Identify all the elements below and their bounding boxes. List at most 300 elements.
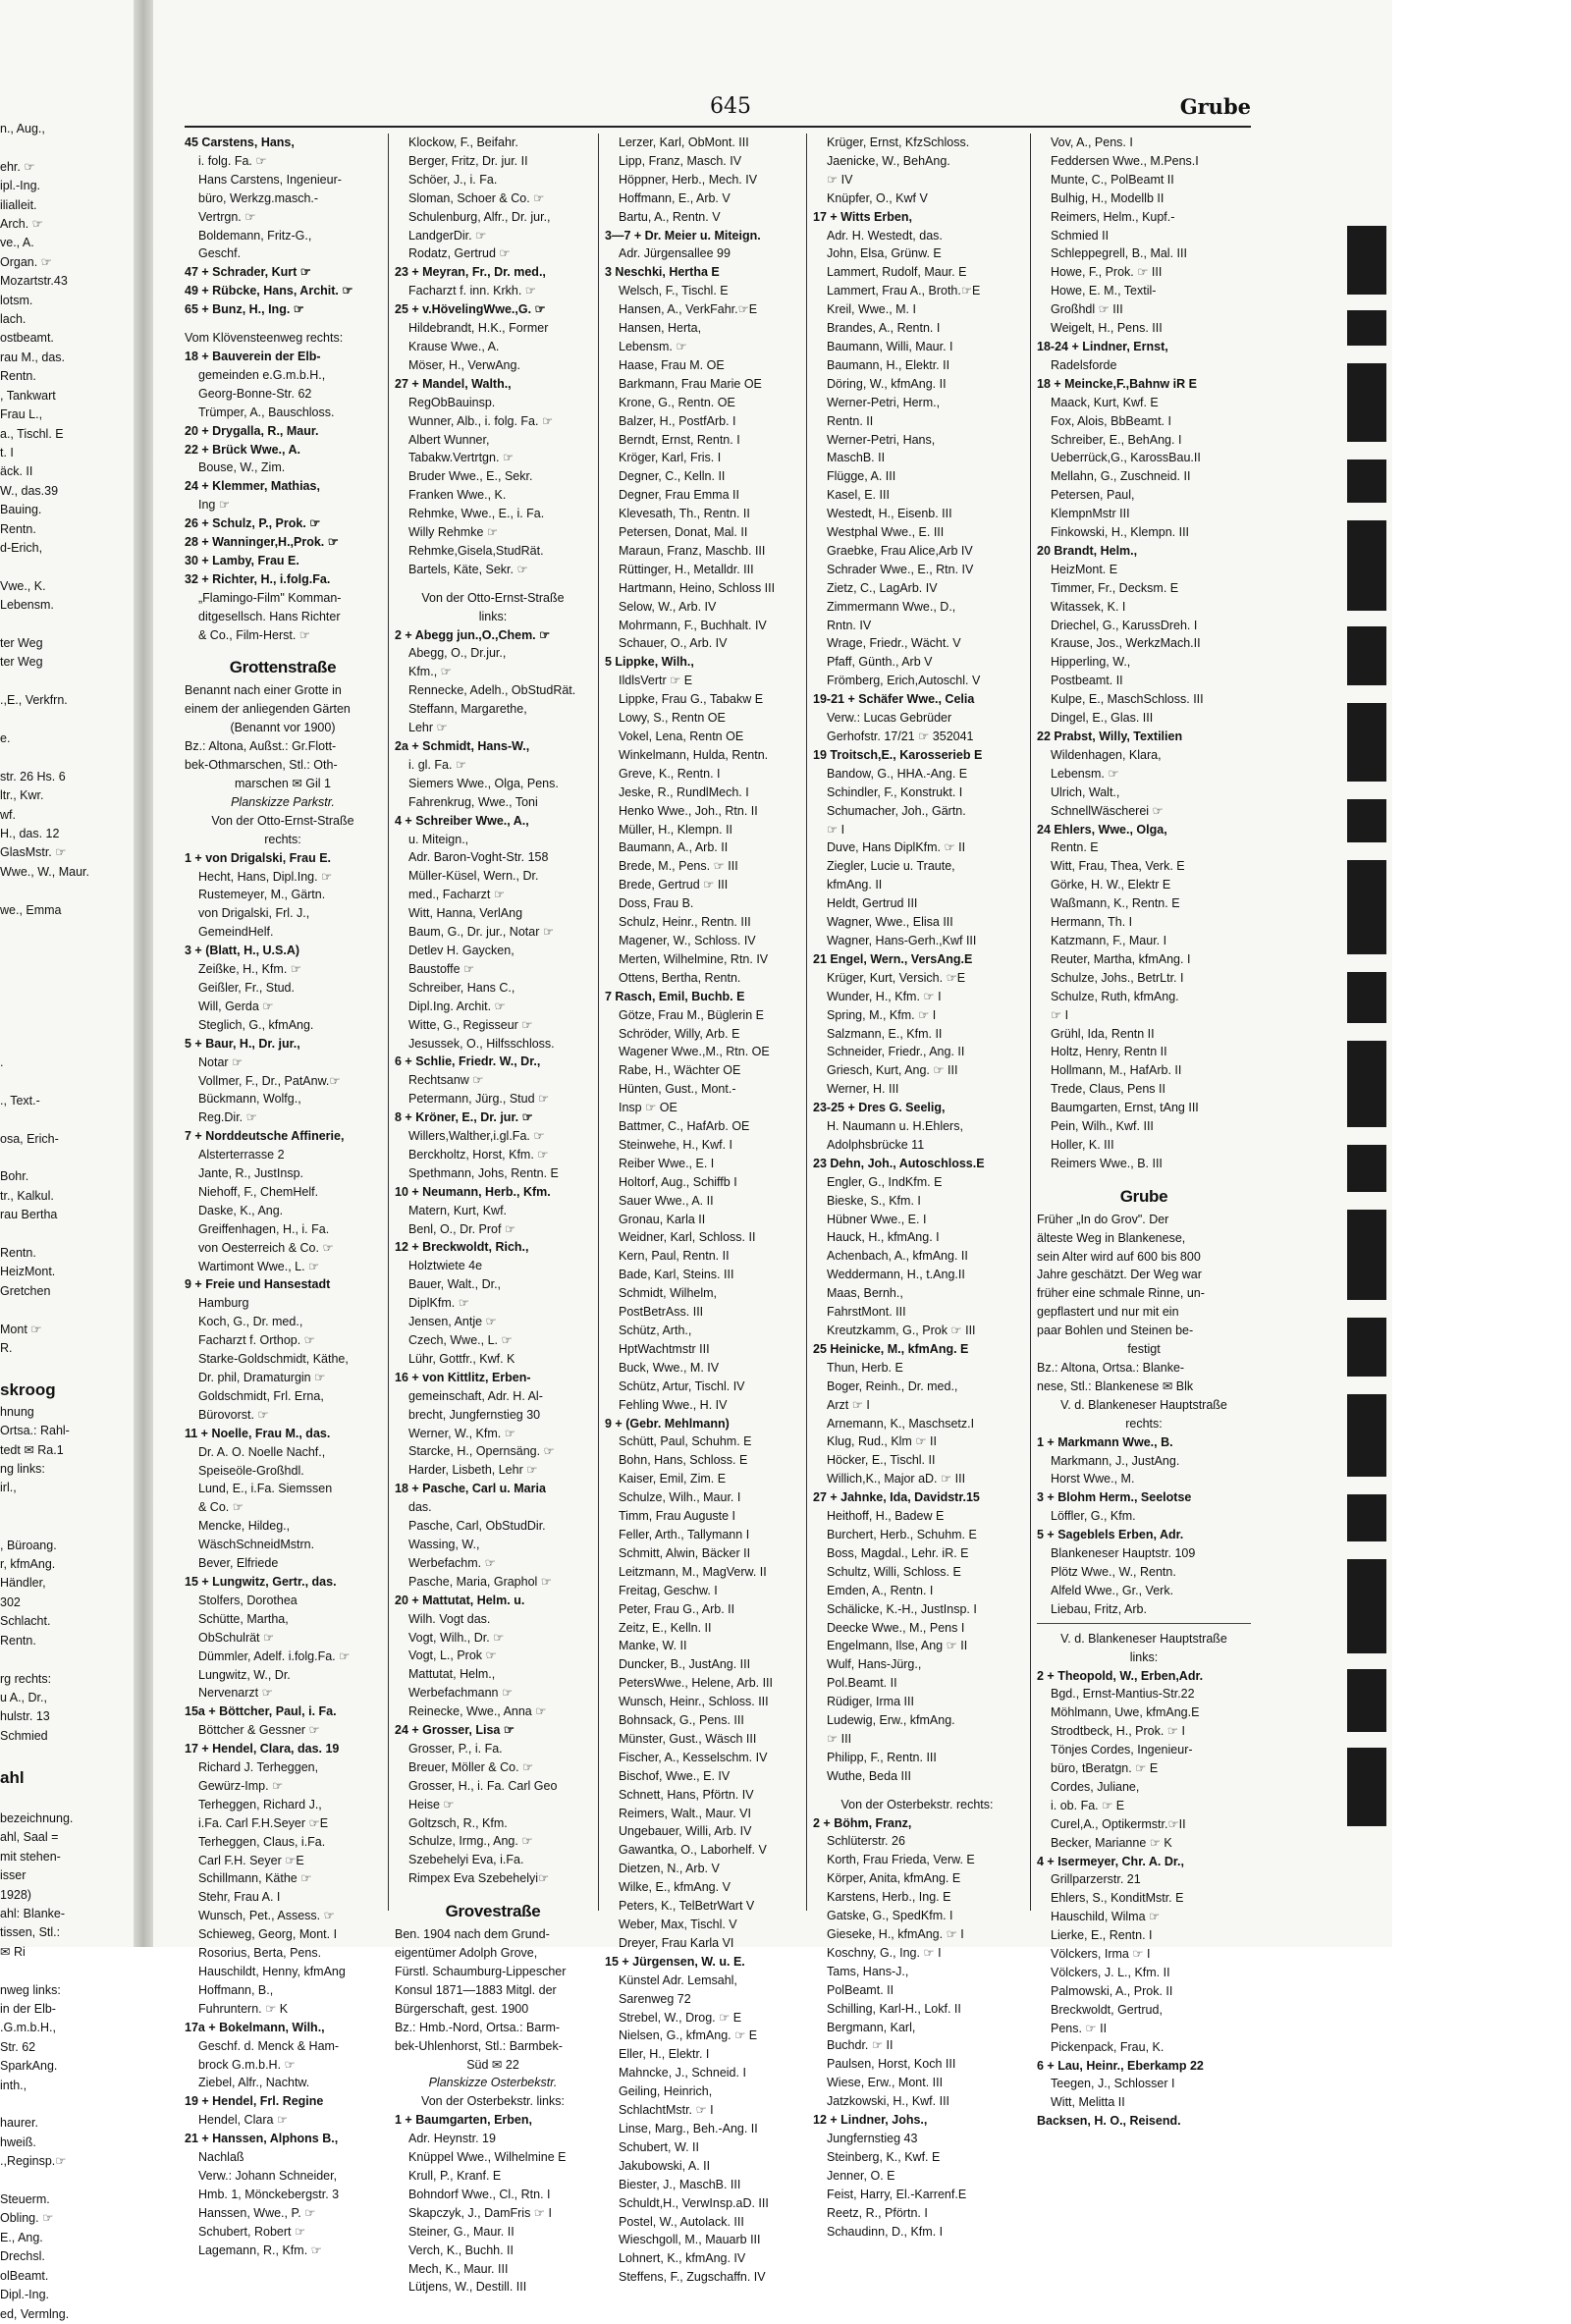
directory-entry: Stolfers, Dorothea [198, 1593, 298, 1607]
section-rule [1037, 1623, 1251, 1630]
directory-entry: Wilh. Vogt das. [408, 1611, 491, 1626]
left-fragment-line: ilialleit. [0, 197, 37, 212]
directory-entry: Wassing, W., [408, 1537, 480, 1551]
directory-entry: Holler, K. III [1051, 1137, 1114, 1152]
directory-entry: Lipp, Franz, Masch. IV [619, 153, 742, 168]
directory-entry: Knüpfer, O., Kwf V [827, 190, 928, 205]
directory-entry: Verw.: Lucas Gebrüder [827, 711, 952, 726]
left-fragment-line: .G.m.b.H., [0, 2021, 56, 2035]
directory-entry: Linse, Marg., Beh.-Ang. II [619, 2121, 758, 2135]
directory-entry: Merten, Wilhelmine, Rtn. IV [619, 951, 769, 966]
directory-entry: Schreiber, Hans C., [408, 980, 515, 995]
directory-entry: Benannt nach einer Grotte in [185, 683, 342, 698]
directory-entry: 24 Ehlers, Wwe., Olga, [1037, 822, 1167, 837]
section-note: Süd ✉ 22 [466, 2057, 519, 2072]
directory-entry: Steglich, G., kfmAng. [198, 1017, 314, 1032]
directory-entry: Bürgerschaft, gest. 1900 [395, 2001, 529, 2016]
left-fragment-line: Frau L., [0, 407, 43, 422]
directory-entry: Schleppegrell, B., Mal. III [1051, 246, 1187, 261]
directory-entry: Götze, Frau M., Büglerin E [619, 1007, 764, 1022]
directory-entry: älteste Weg in Blankenese, [1037, 1230, 1186, 1245]
directory-entry: Facharzt f. inn. Krkh. ☞ [408, 284, 536, 298]
directory-entry: früher eine schmale Rinne, un- [1037, 1286, 1205, 1301]
left-fragment-line: hweiß. [0, 2135, 36, 2149]
directory-entry: Hans Carstens, Ingenieur- [198, 172, 342, 187]
directory-entry: Dr. phil, Dramaturgin ☞ [198, 1371, 326, 1384]
directory-entry: Hartmann, Heino, Schloss III [619, 580, 776, 595]
left-fragment-line: haurer. [0, 2116, 38, 2131]
directory-entry: Münster, Gust., Wäsch III [619, 1731, 757, 1746]
directory-entry: Schuldt,H., VerwInsp.aD. III [619, 2195, 769, 2210]
left-fragment-line: ehr. ☞ [0, 159, 35, 174]
directory-entry: Reinecke, Wwe., Anna ☞ [408, 1704, 547, 1719]
directory-entry: Griesch, Kurt, Ang. ☞ III [827, 1063, 958, 1078]
directory-entry: Reiber Wwe., E. I [619, 1156, 715, 1170]
spacer [395, 1888, 591, 1898]
directory-entry: Markmann, J., JustAng. [1051, 1453, 1180, 1468]
directory-entry: Breckwoldt, Gertrud, [1051, 2002, 1163, 2017]
directory-entry: Petermann, Jürg., Stud ☞ [408, 1092, 550, 1107]
directory-entry: Rüdiger, Irma III [827, 1695, 914, 1709]
directory-entry: Ing ☞ [198, 498, 231, 513]
directory-entry: Winkelmann, Hulda, Rentn. [619, 747, 769, 762]
directory-entry: 9 + Freie und Hansestadt [185, 1277, 331, 1292]
directory-entry: Vogt, L., Prok ☞ [408, 1648, 497, 1663]
edge-tab-mark [1347, 520, 1386, 611]
directory-entry: PostBetrAss. III [619, 1305, 704, 1320]
directory-entry: Blankeneser Hauptstr. 109 [1051, 1546, 1196, 1561]
directory-entry: Schubert, W. II [619, 2139, 699, 2154]
directory-entry: i. gl. Fa. ☞ [408, 757, 467, 772]
directory-entry: Lühr, Gottfr., Kwf. K [408, 1351, 515, 1366]
directory-entry: Möser, H., VerwAng. [408, 357, 520, 372]
directory-entry: Burchert, Herb., Schuhm. E [827, 1527, 977, 1541]
left-fragment-line: ahl, Saal = [0, 1830, 59, 1845]
directory-entry: Weber, Max, Tischl. V [619, 1918, 737, 1931]
directory-entry: IldlsVertr ☞ E [619, 674, 693, 688]
directory-entry: Hermann, Th. I [1051, 915, 1133, 930]
left-fragment-line [0, 958, 130, 977]
directory-entry: Berckholtz, Horst, Kfm. ☞ [408, 1147, 549, 1162]
directory-entry: Postel, W., Autolack. III [619, 2214, 744, 2229]
directory-entry: Maack, Kurt, Kwf. E [1051, 395, 1159, 409]
directory-entry: Terheggen, Claus, i.Fa. [198, 1834, 326, 1849]
directory-entry: Schieweg, Georg, Mont. I [198, 1927, 338, 1942]
directory-entry: Franken Wwe., K. [408, 488, 507, 503]
directory-entry: Willy Rehmke ☞ [408, 525, 499, 540]
left-fragment-line: u A., Dr., [0, 1690, 47, 1704]
directory-entry: Lebensm. ☞ [619, 339, 687, 353]
directory-entry: Schulz, Heinr., Rentn. III [619, 915, 751, 930]
directory-entry: Jenner, O. E [827, 2168, 895, 2183]
section-note: Planskizze Osterbekstr. [428, 2076, 558, 2090]
directory-entry: Curel,A., Optikermstr.☞II [1051, 1816, 1186, 1831]
section-note: rechts: [264, 832, 301, 846]
edge-tab-mark [1347, 799, 1386, 842]
directory-entry: 8 + Kröner, E., Dr. jur. ☞ [395, 1110, 533, 1125]
directory-entry: 21 Engel, Wern., VersAng.E [813, 951, 973, 966]
left-fragment-line: wf. [0, 807, 16, 822]
directory-entry: Werner-Petri, Hans, [827, 432, 936, 447]
directory-entry: Arzt ☞ I [827, 1397, 870, 1412]
left-fragment-line: a., Tischl. E [0, 426, 64, 441]
directory-entry: Tönjes Cordes, Ingenieur- [1051, 1743, 1193, 1757]
edge-tab-mark [1347, 1041, 1386, 1127]
directory-entry: 45 Carstens, Hans, [185, 135, 295, 149]
directory-entry: WäschSchneidMstrn. [198, 1538, 315, 1552]
directory-entry: Karstens, Herb., Ing. E [827, 1890, 951, 1905]
directory-entry: Fürstl. Schaumburg-Lippescher [395, 1965, 567, 1978]
left-fragment-heading: skroog [0, 1379, 56, 1399]
directory-entry: med., Facharzt ☞ [408, 888, 506, 902]
directory-entry: Bartu, A., Rentn. V [619, 209, 721, 224]
left-fragment-line: Rentn. [0, 1245, 36, 1260]
directory-entry: Degner, C., Kelln. II [619, 469, 726, 484]
directory-entry: Willich,K., Major aD. ☞ III [827, 1472, 966, 1486]
directory-entry: Bieske, S., Kfm. I [827, 1193, 921, 1208]
directory-entry: Bouse, W., Zim. [198, 460, 286, 475]
directory-entry: Rechtsanw ☞ [408, 1073, 484, 1088]
directory-entry: Schmidt, Wilhelm, [619, 1286, 718, 1301]
column-5 [1037, 134, 1251, 2129]
directory-entry: Adr. Heynstr. 19 [408, 2132, 496, 2146]
directory-entry: Stehr, Frau A. I [198, 1890, 281, 1905]
directory-entry: 23 Dehn, Joh., Autoschloss.E [813, 1156, 985, 1170]
directory-entry: Facharzt f. Orthop. ☞ [198, 1333, 315, 1348]
directory-entry: Ueberrück,G., KarossBau.II [1051, 451, 1201, 465]
left-fragment-line [0, 2095, 130, 2114]
section-note: V. d. Blankeneser Hauptstraße [1060, 1631, 1227, 1646]
directory-entry: „Flamingo-Film" Komman- [198, 590, 342, 605]
left-fragment-line: rau M., das. [0, 350, 65, 364]
directory-entry: Baum, G., Dr. jur., Notar ☞ [408, 925, 555, 940]
spacer [813, 1786, 1021, 1796]
directory-entry: HptWachtmstr III [619, 1341, 710, 1356]
directory-entry: Tabakw.Vertrtgn. ☞ [408, 451, 515, 465]
directory-entry: KlempnMstr III [1051, 507, 1130, 521]
directory-entry: Terheggen, Richard J., [198, 1797, 322, 1811]
directory-entry: Brede, Gertrud ☞ III [619, 878, 729, 892]
left-fragment-line: lach. [0, 312, 27, 327]
left-fragment-line [0, 1015, 130, 1034]
left-fragment-line: Organ. ☞ [0, 254, 52, 269]
directory-entry: Horst Wwe., M. [1051, 1472, 1135, 1486]
directory-entry: Feddersen Wwe., M.Pens.I [1051, 153, 1199, 168]
directory-entry: Bz.: Altona, Außst.: Gr.Flott- [185, 739, 337, 754]
directory-entry: Palmowski, A., Prok. II [1051, 1983, 1173, 1998]
directory-entry: Baustoffe ☞ [408, 961, 475, 976]
directory-entry: Manke, W. II [619, 1639, 687, 1653]
directory-entry: Künstel Adr. Lemsahl, [619, 1973, 737, 1987]
left-fragment-line: W., das.39 [0, 483, 59, 498]
directory-entry: Kaiser, Emil, Zim. E [619, 1472, 727, 1486]
directory-entry: Zeitz, E., Kelln. II [619, 1620, 712, 1635]
directory-entry: Zimmermann Wwe., D., [827, 599, 956, 614]
directory-entry: 17a + Bokelmann, Wilh., [185, 2020, 325, 2034]
directory-entry: Westedt, H., Eisenb. III [827, 507, 952, 521]
directory-entry: Adr. Baron-Voght-Str. 158 [408, 850, 549, 865]
section-note: V. d. Blankeneser Hauptstraße [1060, 1397, 1227, 1412]
directory-entry: sein Alter wird auf 600 bis 800 [1037, 1249, 1201, 1264]
directory-entry: 18 + Pasche, Carl u. Maria [395, 1482, 546, 1496]
directory-entry: Doss, Frau B. [619, 896, 694, 911]
directory-entry: Jatzkowski, H., Kwf. III [827, 2094, 950, 2109]
directory-entry: Witte, G., Regisseur ☞ [408, 1017, 533, 1032]
left-fragment-line: tedt ✉ Ra.1 [0, 1442, 64, 1457]
left-fragment-line: äck. II [0, 464, 33, 479]
thumb-index-edge [1347, 226, 1386, 1836]
directory-entry: Steinwehe, H., Kwf. I [619, 1137, 733, 1152]
directory-entry: von Drigalski, Frl. J., [198, 906, 310, 921]
left-fragment-line: Vwe., K. [0, 578, 46, 593]
directory-entry: 2 + Theopold, W., Erben,Adr. [1037, 1668, 1204, 1683]
directory-entry: Radelsforde [1051, 357, 1117, 372]
left-fragment-line: Steuerm. [0, 2192, 50, 2207]
directory-entry: 30 + Lamby, Frau E. [185, 553, 299, 567]
directory-entry: 10 + Neumann, Herb., Kfm. [395, 1184, 551, 1199]
directory-entry: Höcker, E., Tischl. II [827, 1453, 936, 1468]
edge-tab-mark [1347, 1145, 1386, 1192]
directory-entry: Abegg, O., Dr.jur., [408, 646, 507, 661]
directory-entry: Magener, W., Schloss. IV [619, 933, 756, 947]
left-fragment-line: Händler, [0, 1576, 46, 1591]
left-fragment-line: ., Text.- [0, 1093, 40, 1108]
directory-entry: Krause, Jos., WerkzMach.II [1051, 636, 1201, 651]
directory-entry: Wagner, Wwe., Elisa III [827, 915, 953, 930]
left-fragment-line: ter Weg [0, 635, 43, 650]
directory-entry: Körper, Anita, kfmAng. E [827, 1871, 961, 1886]
directory-entry: Westphal Wwe., E. III [827, 525, 945, 540]
directory-entry: 9 + (Gebr. Mehlmann) [605, 1416, 730, 1431]
directory-entry: Bergmann, Karl, [827, 2020, 916, 2034]
directory-entry: Deecke Wwe., M., Pens I [827, 1620, 965, 1635]
directory-entry: Achenbach, A., kfmAng. II [827, 1249, 968, 1264]
directory-entry: Gieseke, H., kfmAng. ☞ I [827, 1927, 964, 1941]
directory-entry: Hübner Wwe., E. I [827, 1212, 927, 1226]
directory-entry: Schneider, Friedr., Ang. II [827, 1045, 965, 1059]
directory-entry: Bade, Karl, Steins. III [619, 1268, 734, 1282]
directory-entry: Bischof, Wwe., E. IV [619, 1768, 731, 1783]
edge-tab-mark [1347, 1494, 1386, 1541]
directory-entry: Böttcher & Gessner ☞ [198, 1723, 320, 1738]
directory-entry: Willers,Walther,i.gl.Fa. ☞ [408, 1129, 545, 1144]
directory-entry: kfmAng. II [827, 878, 883, 892]
directory-entry: 5 Lippke, Wilh., [605, 655, 694, 670]
directory-entry: Starke-Goldschmidt, Käthe, [198, 1352, 349, 1367]
directory-entry: Speiseöle-Großhdl. [198, 1463, 304, 1478]
left-fragment-line [0, 1110, 130, 1129]
directory-entry: Kfm., ☞ [408, 665, 452, 679]
left-fragment-line: irl., [0, 1481, 17, 1495]
left-fragment-line [0, 1746, 130, 1764]
directory-entry: Krüger, Ernst, KfzSchloss. [827, 135, 970, 149]
left-fragment-line [0, 1650, 130, 1669]
left-fragment-line [0, 558, 130, 576]
directory-entry: Bürovorst. ☞ [198, 1407, 269, 1422]
left-fragment-line: hulstr. 13 [0, 1709, 50, 1724]
directory-entry: Waßmann, K., Rentn. E [1051, 896, 1180, 911]
directory-entry: Postbeamt. II [1051, 674, 1123, 688]
directory-entry: gepflastert und nur mit ein [1037, 1305, 1179, 1320]
directory-entry: Greve, K., Rentn. I [619, 766, 721, 781]
directory-entry: Grosser, P., i. Fa. [408, 1741, 503, 1756]
directory-entry: Henko Wwe., Joh., Rtn. II [619, 803, 758, 818]
left-fragment-line: tr., Kalkul. [0, 1188, 54, 1203]
left-fragment-line [0, 138, 130, 157]
directory-entry: Sarenweg 72 [619, 1991, 691, 2006]
left-fragment-line: .,E., Verkfrn. [0, 693, 68, 708]
street-heading: Grovestraße [445, 1902, 541, 1921]
directory-entry: Zietz, C., LagArb. IV [827, 580, 938, 595]
directory-entry: Konsul 1871—1883 Mitgl. der [395, 1982, 557, 1997]
directory-entry: Eller, H., Elektr. I [619, 2047, 710, 2062]
left-fragment-line: Schlacht. [0, 1614, 51, 1629]
directory-entry: 22 + Brück Wwe., A. [185, 442, 300, 457]
directory-entry: Reetz, R., Pförtn. I [827, 2205, 928, 2220]
directory-entry: ditgesellsch. Hans Richter [198, 609, 341, 623]
directory-entry: Hünten, Gust., Mont.- [619, 1082, 736, 1097]
directory-entry: Adolphsbrücke 11 [827, 1137, 925, 1152]
directory-entry: Reimers Wwe., B. III [1051, 1156, 1163, 1170]
directory-entry: Hendel, Clara ☞ [198, 2113, 289, 2128]
directory-entry: Grühl, Ida, Rentn II [1051, 1026, 1155, 1041]
left-fragment-line [0, 616, 130, 634]
directory-entry: 24 + Klemmer, Mathias, [185, 479, 320, 494]
directory-entry: Wilke, E., kfmAng. V [619, 1880, 731, 1895]
directory-entry: Detlev H. Gaycken, [408, 943, 515, 957]
directory-entry: Vom Klövensteenweg rechts: [185, 331, 344, 346]
directory-entry: 4 + Isermeyer, Chr. A. Dr., [1037, 1854, 1184, 1868]
section-note: Planskizze Parkstr. [231, 794, 335, 809]
directory-entry: Pasche, Maria, Graphol ☞ [408, 1574, 552, 1589]
directory-entry: Mellahn, G., Zuschneid. II [1051, 469, 1191, 484]
directory-entry: ☞ III [827, 1731, 852, 1746]
directory-entry: Schilling, Karl-H., Lokf. II [827, 2001, 961, 2016]
directory-entry: i. folg. Fa. ☞ [198, 153, 267, 168]
left-fragment-line [0, 920, 130, 939]
spacer [185, 319, 381, 329]
directory-entry: Holtz, Henry, Rentn II [1051, 1045, 1167, 1059]
left-fragment-line: Str. 62 [0, 2039, 36, 2054]
column-1 [185, 134, 381, 2257]
directory-entry: 22 Prabst, Willy, Textilien [1037, 730, 1183, 743]
directory-entry: Vollmer, F., Dr., PatAnw.☞ [198, 1073, 341, 1088]
directory-entry: Arnemann, K., Maschsetz.I [827, 1416, 975, 1431]
directory-entry: Adr. Jürgensallee 99 [619, 246, 731, 261]
directory-entry: Duncker, B., JustAng. III [619, 1657, 751, 1672]
directory-entry: HeizMont. E [1051, 562, 1118, 576]
edge-tab-mark [1347, 1559, 1386, 1653]
directory-entry: i.Fa. Carl F.H.Seyer ☞E [198, 1815, 329, 1830]
left-fragment-line [0, 939, 130, 957]
street-heading: Grottenstraße [229, 658, 337, 677]
directory-entry: 1 + Markmann Wwe., B. [1037, 1434, 1173, 1449]
directory-entry: Degner, Frau Emma II [619, 488, 739, 503]
directory-entry: Ziebel, Alfr., Nachtw. [198, 2076, 310, 2090]
left-fragment-line: tissen, Stl.: [0, 1925, 61, 1940]
directory-entry: Koch, G., Dr. med., [198, 1315, 303, 1329]
directory-entry: Salzmann, E., Kfm. II [827, 1026, 943, 1041]
directory-entry: 12 + Breckwoldt, Rich., [395, 1240, 529, 1255]
directory-entry: Kasel, E. III [827, 488, 890, 503]
directory-entry: Steffens, F., Zugschaffn. IV [619, 2270, 766, 2285]
directory-entry: Bartels, Käte, Sekr. ☞ [408, 562, 528, 576]
left-fragment-line: rau Bertha [0, 1208, 58, 1222]
directory-entry: Wieschgoll, M., Mauarb III [619, 2233, 761, 2247]
directory-entry: Schubert, Robert ☞ [198, 2224, 306, 2239]
section-note: rechts: [1125, 1416, 1163, 1431]
directory-entry: 20 + Mattutat, Helm. u. [395, 1593, 525, 1607]
directory-entry: ObSchulrät ☞ [198, 1630, 275, 1645]
directory-entry: Berndt, Ernst, Rentn. I [619, 432, 740, 447]
left-fragment-line: Ortsa.: Rahl- [0, 1424, 70, 1438]
directory-entry: 12 + Lindner, Johs., [813, 2113, 928, 2128]
directory-entry: 3—7 + Dr. Meier u. Miteign. [605, 228, 761, 243]
directory-entry: Timm, Frau Auguste I [619, 1509, 736, 1524]
directory-entry: Fahrenkrug, Wwe., Toni [408, 794, 538, 809]
directory-entry: Trümper, A., Bauschloss. [198, 405, 335, 419]
directory-entry: Kröger, Karl, Fris. I [619, 451, 722, 465]
left-fragment-line: lotsm. [0, 293, 33, 307]
directory-entry: Völckers, J. L., Kfm. II [1051, 1966, 1170, 1979]
directory-entry: Höppner, Herb., Mech. IV [619, 172, 758, 187]
directory-entry: Peters, K., TelBetrWart V [619, 1899, 755, 1914]
left-fragment-line: ahl: Blanke- [0, 1906, 66, 1920]
directory-entry: Heldt, Gertrud III [827, 896, 918, 911]
section-note: festigt [1127, 1342, 1161, 1357]
directory-entry: Czech, Wwe., L. ☞ [408, 1333, 513, 1347]
directory-entry: Jaenicke, W., BehAng. [827, 153, 950, 168]
directory-entry: Schlüterstr. 26 [827, 1834, 905, 1849]
directory-entry: Ungebauer, Willi, Arb. IV [619, 1824, 752, 1839]
directory-entry: Koschny, G., Ing. ☞ I [827, 1945, 942, 1960]
directory-entry: Baumann, A., Arb. II [619, 840, 729, 855]
directory-entry: Wartimont Wwe., L. ☞ [198, 1259, 320, 1273]
directory-entry: Fischer, A., Kesselschm. IV [619, 1750, 768, 1764]
left-fragment-line: nweg links: [0, 1982, 61, 1997]
directory-entry: Rennecke, Adelh., ObStudRät. [408, 683, 576, 698]
directory-entry: & Co. ☞ [198, 1500, 244, 1515]
directory-entry: Thun, Herb. E [827, 1360, 903, 1375]
directory-entry: Frömberg, Erich,Autoschl. V [827, 674, 981, 688]
directory-entry: Grosser, H., i. Fa. Carl Geo [408, 1778, 558, 1793]
directory-entry: Möhlmann, Uwe, kfmAng.E [1051, 1705, 1200, 1720]
directory-entry: Petersen, Paul, [1051, 488, 1135, 503]
left-fragment-line [0, 1498, 130, 1517]
directory-entry: Pickenpack, Frau, K. [1051, 2039, 1165, 2054]
left-fragment-line: Bohr. [0, 1169, 29, 1184]
directory-entry: paar Bohlen und Steinen be- [1037, 1324, 1194, 1338]
directory-entry: Schöer, J., i. Fa. [408, 172, 498, 187]
edge-tab-mark [1347, 626, 1386, 685]
edge-tab-mark [1347, 1394, 1386, 1477]
directory-entry: Engelmann, Ilse, Ang ☞ II [827, 1639, 968, 1653]
directory-entry: Adr. H. Westedt, das. [827, 228, 943, 243]
left-fragment-line: HeizMont. [0, 1265, 56, 1279]
directory-entry: Dreyer, Frau Karla VI [619, 1935, 734, 1950]
directory-entry: Wunsch, Heinr., Schloss. III [619, 1695, 769, 1709]
directory-entry: Goltzsch, R., Kfm. [408, 1815, 508, 1830]
directory-entry: Feller, Arth., Tallymann I [619, 1527, 750, 1541]
section-note: links: [1129, 1649, 1159, 1664]
directory-entry: 49 + Rübcke, Hans, Archit. ☞ [185, 284, 353, 298]
left-fragment-line [0, 997, 130, 1015]
directory-entry: 15 + Lungwitz, Gertr., das. [185, 1574, 337, 1589]
left-fragment-line: H., das. 12 [0, 827, 60, 841]
directory-entry: Schaudinn, D., Kfm. I [827, 2224, 944, 2239]
left-fragment-line: in der Elb- [0, 2002, 56, 2016]
directory-entry: Lehr ☞ [408, 721, 448, 735]
